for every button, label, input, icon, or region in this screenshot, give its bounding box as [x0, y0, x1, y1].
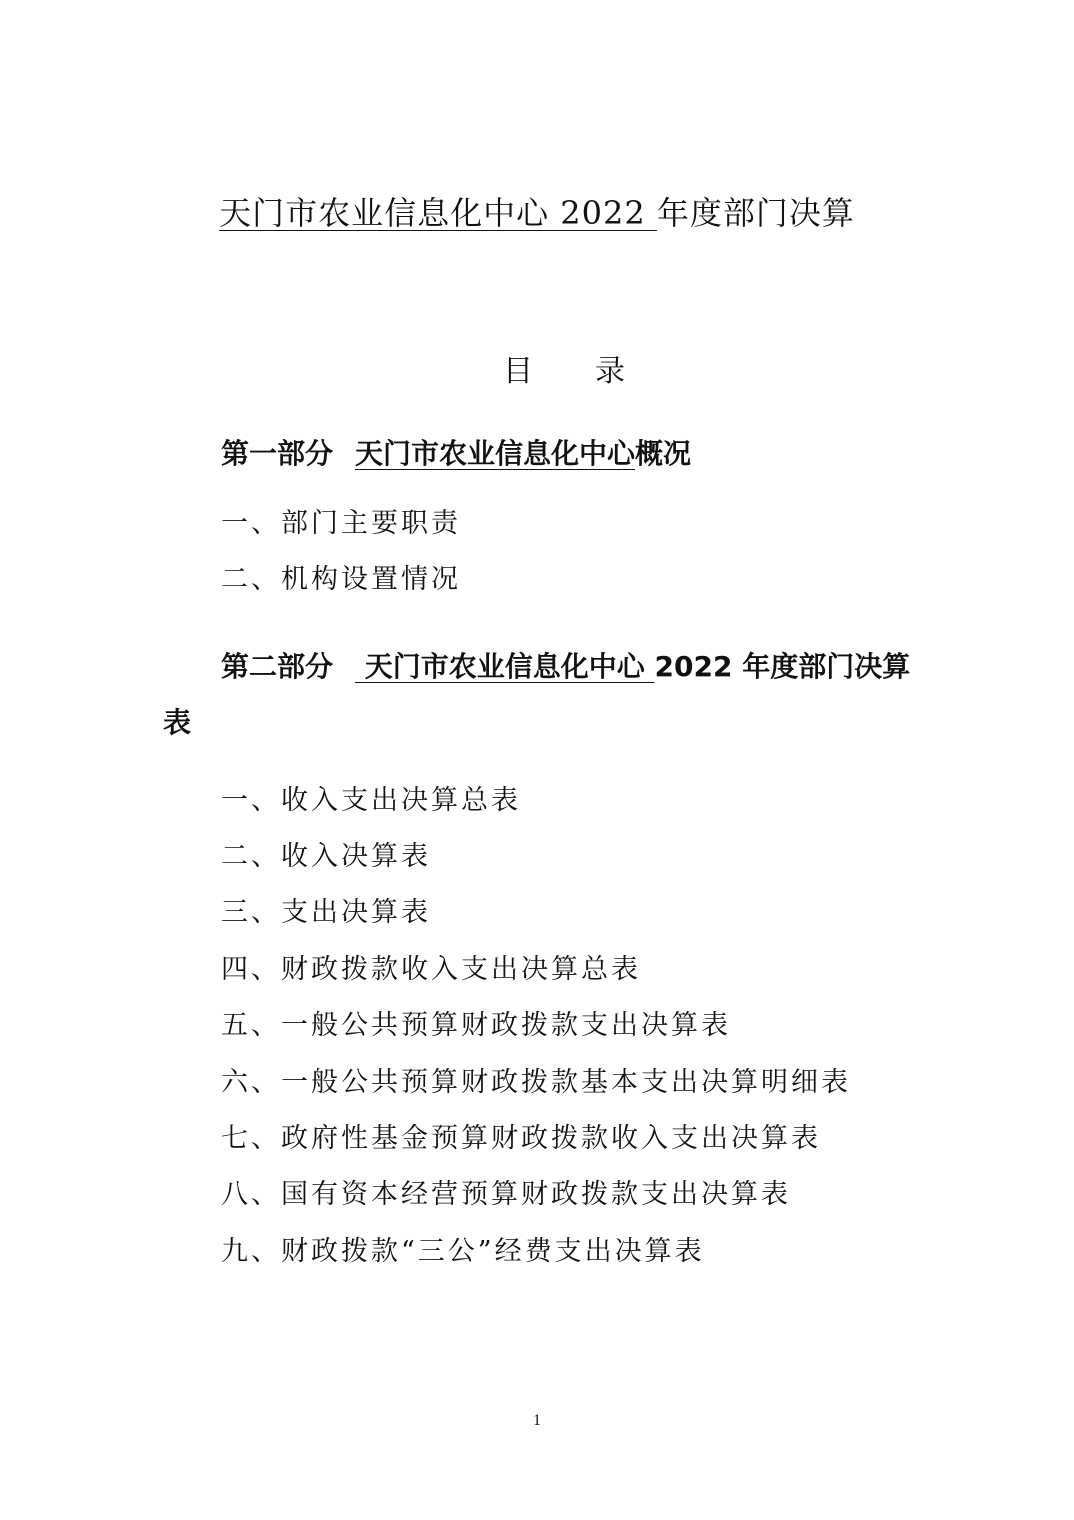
toc-heading-left: 目 [503, 354, 533, 389]
part-two-suffix: 2022 年度部门决算 [654, 650, 911, 683]
toc-item: 九、财政拨款“三公”经费支出决算表 [221, 1236, 705, 1267]
toc-item: 五、一般公共预算财政拨款支出决算表 [221, 1010, 731, 1041]
part-one-label: 第一部分 [221, 437, 334, 470]
toc-item: 二、收入决算表 [221, 841, 431, 872]
part-two-heading [221, 645, 910, 685]
document-title-underlined: 天门市农业信息化中心 2022 [219, 194, 657, 232]
toc-item: 一、部门主要职责 [221, 508, 461, 539]
toc-item: 二、机构设置情况 [221, 564, 461, 595]
toc-item: 四、财政拨款收入支出决算总表 [221, 954, 641, 985]
part-two-heading-wrap: 表 [163, 706, 192, 739]
toc-item: 六、一般公共预算财政拨款基本支出决算明细表 [221, 1067, 851, 1098]
document-title [0, 188, 1074, 234]
part-two-label: 第二部分 [221, 650, 334, 683]
part-one-heading [221, 432, 691, 472]
page-number: 1 [533, 1412, 541, 1429]
toc-heading-right: 录 [595, 354, 625, 389]
part-one-suffix: 概况 [635, 437, 692, 470]
toc-item: 三、支出决算表 [221, 897, 431, 928]
part-two-name: 天门市农业信息化中心 [355, 650, 655, 683]
toc-item: 七、政府性基金预算财政拨款收入支出决算表 [221, 1123, 821, 1154]
document-title-rest: 年度部门决算 [656, 194, 855, 232]
toc-item: 八、国有资本经营预算财政拨款支出决算表 [221, 1179, 791, 1210]
toc-item: 一、收入支出决算总表 [221, 785, 521, 816]
toc-heading [503, 346, 625, 390]
part-one-name: 天门市农业信息化中心 [355, 437, 636, 470]
